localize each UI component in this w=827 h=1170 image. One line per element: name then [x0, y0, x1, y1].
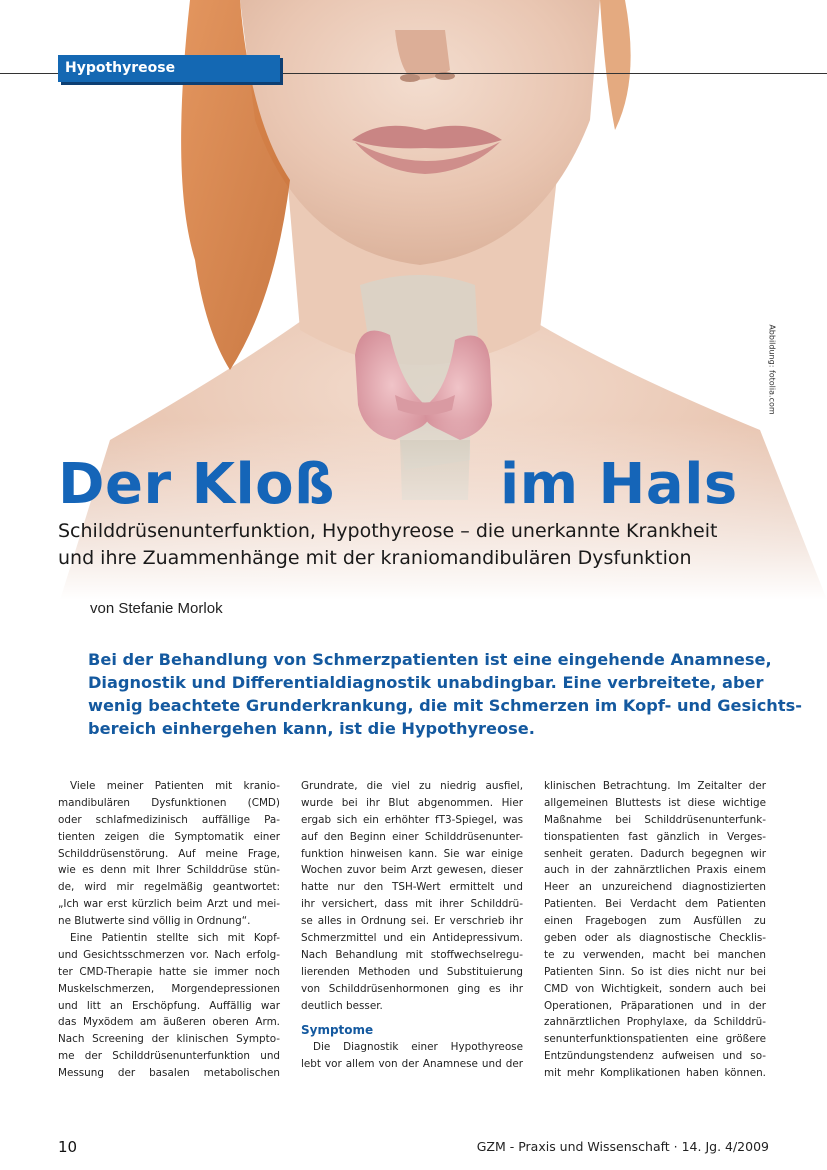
journal-footer: GZM - Praxis und Wissenschaft · 14. Jg. 4/2009 — [476, 1139, 769, 1154]
text-line: ne Blutwerte sind völlig in Ordnung“. — [58, 915, 251, 928]
text-line: oder schlafmedizinisch auffällige Pa- — [58, 813, 280, 826]
text-line: und Gesichtsschmerzen vor. Nach erfolg- — [58, 948, 280, 961]
subtitle-line: Schilddrüsenunterfunktion, Hypothyreose – die unerkannte Krankheit — [58, 520, 718, 542]
lead-line: Diagnostik und Differentialdiagnostik unabdingbar. Eine verbreitete, aber — [88, 673, 764, 692]
lead-paragraph — [88, 648, 802, 740]
text-line: Schilddrüsenstörung. Auf meine Frage, — [58, 847, 280, 860]
text-line: auf den Beginn einer Schilddrüsenunter- — [301, 830, 523, 843]
text-line: lierenden Methoden und Substituierung — [301, 965, 523, 978]
text-line: senheit geraten. Dadurch begegnen wir — [544, 847, 766, 860]
text-line: geben oder als diagnostische Checklis- — [544, 932, 766, 945]
text-line: se alles in Ordnung sei. Er verschrieb ihr — [301, 915, 523, 928]
text-line: Entzündungstendenz aufweisen und so- — [544, 1050, 766, 1063]
text-line: Operationen, Präparationen und in der — [544, 999, 766, 1012]
text-line: auch in der zahnärztlichen Praxis einem — [544, 864, 766, 877]
text-line: zahnärztlichen Prophylaxe, da Schilddrü- — [544, 1016, 766, 1029]
section-heading-symptome: Symptome — [301, 1023, 374, 1038]
text-line: CMD von Wichtigkeit, sondern auch bei — [544, 982, 766, 995]
text-line: einen Fragebogen zum Ausfüllen zu — [544, 915, 766, 928]
text-line: klinischen Betrachtung. Im Zeitalter der — [544, 780, 766, 792]
text-line: Eine Patientin stellte sich mit Kopf- — [70, 932, 280, 945]
author-byline: von Stefanie Morlok — [90, 600, 223, 617]
text-line: Maßnahme bei Schilddrüsenunterfunk- — [544, 813, 766, 826]
text-line: und litt an Erschöpfung. Auffällig war — [58, 999, 280, 1012]
text-line: hatte nur den TSH-Wert ermittelt und — [301, 881, 523, 894]
text-line: tionspatienten fast gänzlich in Verges- — [544, 830, 766, 843]
text-column-3 — [544, 778, 766, 1082]
page-number: 10 — [58, 1138, 78, 1156]
text-line: Patienten Sinn. So ist dies nicht nur bei — [544, 965, 766, 978]
text-line: ergab sich ein erhöhter fT3-Spiegel, was — [301, 813, 523, 826]
text-line: Grundrate, die viel zu niedrig ausfiel, — [301, 780, 523, 792]
text-line: Die Diagnostik einer Hypothyreose — [313, 1041, 523, 1054]
text-line: lebt vor allem von der Anamnese und der — [301, 1058, 523, 1071]
text-line: Viele meiner Patienten mit kranio- — [70, 780, 280, 792]
section-tab: Hypothyreose — [58, 55, 280, 82]
subtitle-line: und ihre Zuammenhänge mit der kraniomandibulären Dysfunktion — [58, 547, 692, 569]
text-line: Patienten. Bei Verdacht dem Patienten — [544, 898, 766, 911]
text-line: ter CMD-Therapie hatte sie immer noch — [58, 965, 280, 978]
text-line: funktion hinweisen kann. Sie war einige — [301, 847, 523, 860]
text-column-2 — [301, 778, 523, 1073]
text-line: wurde bei ihr Blut abgenommen. Hier — [301, 796, 523, 809]
text-line: mandibulären Dysfunktionen (CMD) — [58, 796, 280, 809]
text-line: te zu verwenden, macht bei manchen — [544, 948, 766, 961]
text-line: von Schilddrüsenhormonen ging es ihr — [301, 982, 523, 995]
text-line: wie es denn mit Ihrer Schilddrüse stün- — [58, 864, 280, 877]
text-line: senunterfunktionspatienten eine größere — [544, 1033, 766, 1046]
text-line: mit mehr Komplikationen haben können. — [544, 1067, 766, 1080]
text-column-1 — [58, 778, 280, 1082]
text-line: allgemeinen Bluttests ist diese wichtige — [544, 796, 766, 809]
text-line: Heer an unzureichend diagnostizierten — [544, 881, 766, 894]
text-line: ihr versichert, dass mit ihrer Schilddrü- — [301, 898, 523, 911]
image-credit: Abbildung: fotolia.com — [767, 324, 777, 415]
text-line: de, wird mir regelmäßig geantwortet: — [58, 881, 280, 894]
text-line: Messung der basalen metabolischen — [58, 1067, 280, 1080]
text-line: Schmerzmittel und ein Antidepressivum. — [301, 932, 523, 945]
text-line: Wochen zuvor beim Arzt gewesen, dieser — [301, 864, 523, 877]
lead-line: Bei der Behandlung von Schmerzpatienten ist eine eingehende Anamnese, — [88, 650, 772, 669]
article-subtitle — [58, 518, 798, 572]
article-title-part-1: Der Kloß — [58, 452, 335, 517]
text-line: tienten zeigen die Symptomatik einer — [58, 830, 280, 843]
lead-line: bereich einhergehen kann, ist die Hypothyreose. — [88, 719, 535, 738]
text-line: deutlich besser. — [301, 999, 383, 1012]
lead-line: wenig beachtete Grunderkrankung, die mit Schmerzen im Kopf- und Gesichts- — [88, 696, 802, 715]
text-line: Nach Behandlung mit stoffwechselregu- — [301, 948, 523, 961]
text-line: Nach Screening der klinischen Sympto- — [58, 1033, 280, 1046]
text-line: me der Schilddrüsenunterfunktion und — [58, 1050, 280, 1063]
text-line: „Ich war erst kürzlich beim Arzt und mei- — [58, 898, 280, 911]
text-line: das Myxödem am äußeren oberen Arm. — [58, 1016, 280, 1029]
article-title-part-2: im Hals — [500, 452, 738, 517]
text-line: Muskelschmerzen, Morgendepressionen — [58, 982, 280, 995]
